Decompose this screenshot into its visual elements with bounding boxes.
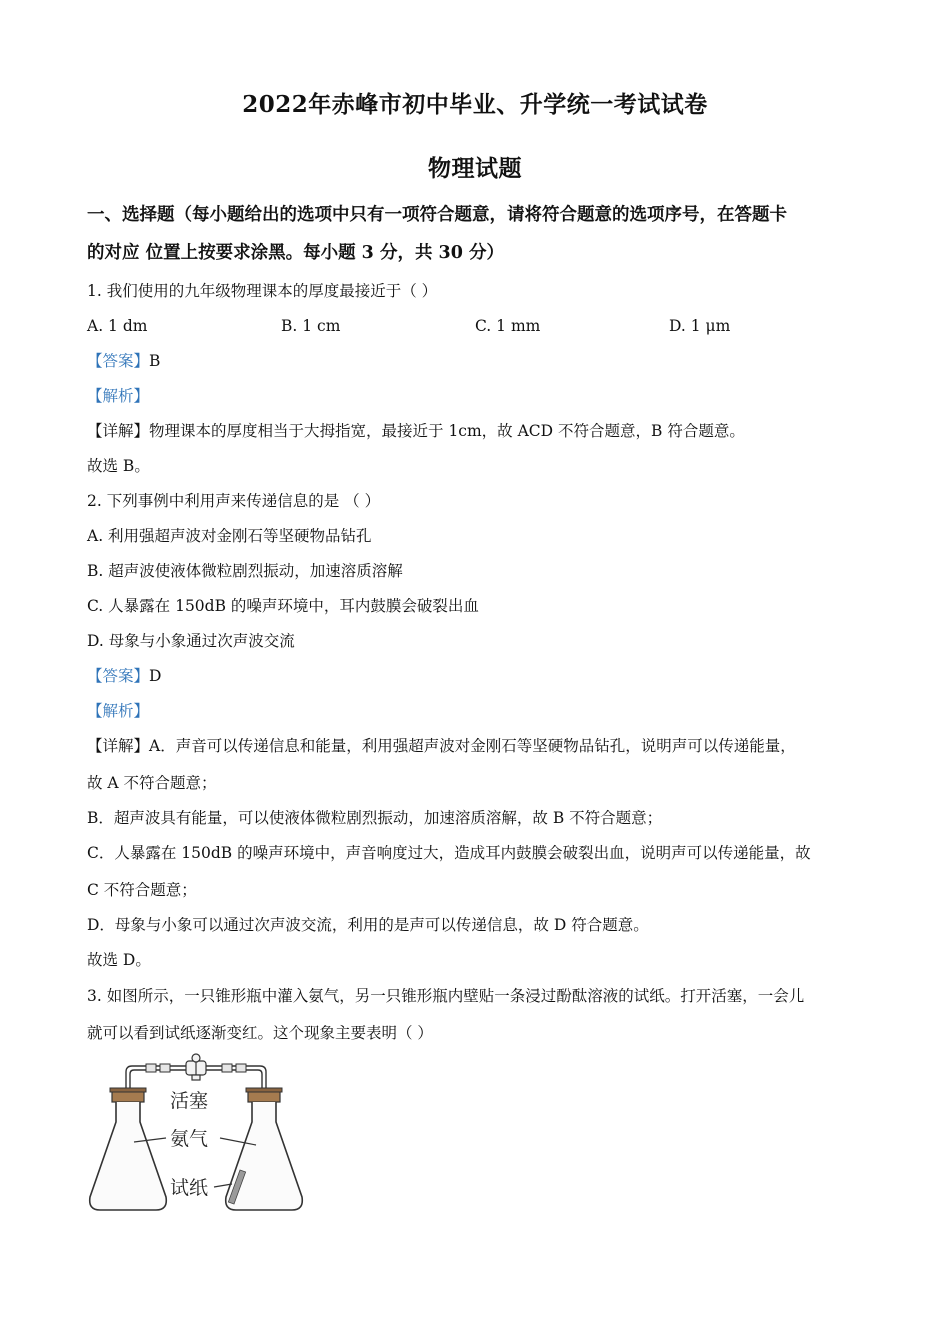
q1-option-d: D. 1 μm [669, 317, 731, 335]
q2-conclusion: 故选 D。 [87, 951, 151, 969]
q2-option-c: C. 人暴露在 150dB 的噪声环境中，耳内鼓膜会破裂出血 [87, 597, 479, 615]
left-flask [90, 1088, 167, 1210]
q2-option-a: A. 利用强超声波对金刚石等坚硬物品钻孔 [87, 527, 372, 545]
q2-detail-line-1: A．声音可以传递信息和能量，利用强超声波对金刚石等坚硬物品钻孔，说明声可以传递能量， [149, 737, 796, 755]
q1-option-c: C. 1 mm [475, 317, 541, 335]
section-heading-line2: 的对应 位置上按要求涂黑。每小题 3 分，共 30 分） [87, 243, 504, 263]
q3-stem-line1: 3. 如图所示，一只锥形瓶中灌入氨气，另一只锥形瓶内壁贴一条浸过酚酞溶液的试纸。打开活塞，一会儿 [87, 987, 805, 1005]
flask-figure [86, 1052, 306, 1218]
q1-conclusion: 故选 B。 [87, 457, 150, 475]
q2-detail-line-6: D．母象与小象可以通过次声波交流，利用的是声可以传递信息，故 D 符合题意。 [87, 916, 649, 934]
q2-detail-line-4: C．人暴露在 150dB 的噪声环境中，声音响度过大，造成耳内鼓膜会破裂出血，说明声可以传递能量，故 [87, 844, 811, 862]
label-ammonia: 氨气 [170, 1128, 209, 1150]
q1-option-a: A. 1 dm [87, 317, 148, 335]
q1-detail: 物理课本的厚度相当于大拇指宽，最接近于 1cm，故 ACD 不符合题意，B 符合题意。 [149, 422, 745, 440]
q2-detail-line-5: C 不符合题意； [87, 881, 197, 899]
section-heading-line1: 一、选择题（每小题给出的选项中只有一项符合题意，请将符合题意的选项序号，在答题卡 [87, 205, 787, 225]
q3-stem-line2: 就可以看到试纸逐渐变红。这个现象主要表明（ ） [87, 1024, 433, 1042]
q2-option-b: B. 超声波使液体微粒剧烈振动，加速溶质溶解 [87, 562, 403, 580]
q2-detail-tag: 【详解】 [87, 737, 150, 755]
q2-option-d: D. 母象与小象通过次声波交流 [87, 632, 295, 650]
q2-answer: D [149, 667, 162, 685]
q2-detail-row [87, 736, 796, 756]
q2-detail-line-2: 故 A 不符合题意； [87, 774, 217, 792]
q1-option-b: B. 1 cm [281, 317, 341, 335]
q1-detail-row [87, 421, 745, 441]
exam-subtitle: 物理试题 [428, 155, 522, 182]
q2-answer-tag: 【答案】 [87, 667, 150, 685]
valve-icon [186, 1054, 206, 1080]
q2-stem: 2. 下列事例中利用声来传递信息的是 （ ） [87, 492, 381, 510]
q2-analysis-tag: 【解析】 [87, 702, 150, 720]
label-valve: 活塞 [170, 1090, 209, 1112]
label-test-paper: 试纸 [170, 1177, 209, 1199]
q2-detail-line-3: B．超声波具有能量，可以使液体微粒剧烈振动，加速溶质溶解，故 B 不符合题意； [87, 809, 663, 827]
q1-answer: B [149, 352, 161, 370]
exam-title: 2022年赤峰市初中毕业、升学统一考试试卷 [242, 91, 708, 118]
q1-analysis-tag: 【解析】 [87, 387, 150, 405]
q1-answer-tag: 【答案】 [87, 352, 150, 370]
q1-stem: 1. 我们使用的九年级物理课本的厚度最接近于（ ） [87, 282, 438, 300]
q1-detail-tag: 【详解】 [87, 422, 150, 440]
q2-answer-row [87, 666, 161, 686]
q1-answer-row [87, 351, 160, 371]
